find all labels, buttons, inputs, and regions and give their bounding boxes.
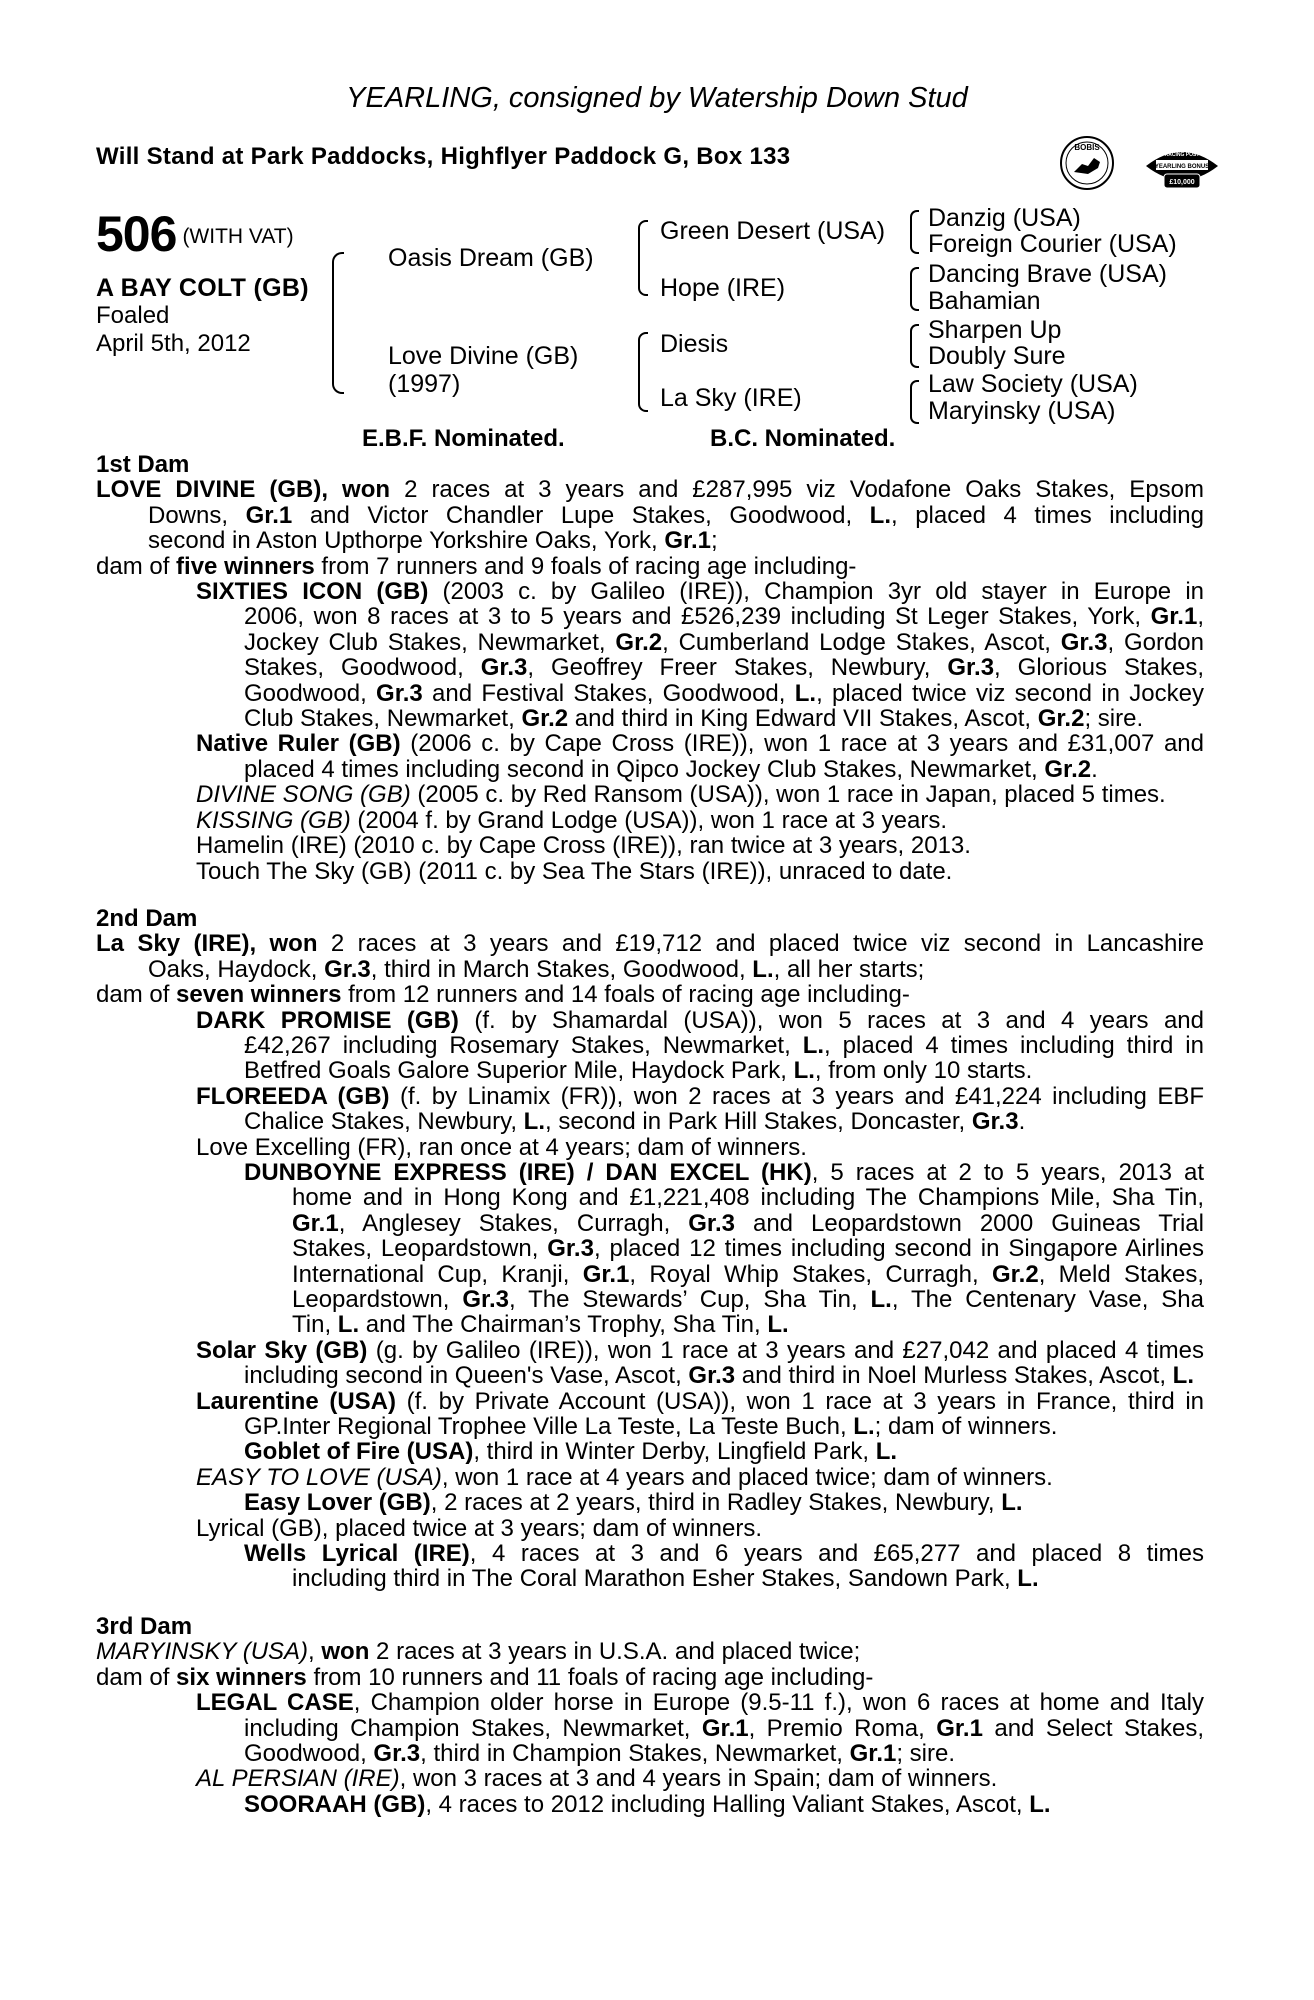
progeny-line: Lyrical (GB), placed twice at 3 years; dam of winners. <box>196 1514 762 1542</box>
horse-name: SIXTIES ICON (GB) <box>196 578 429 606</box>
ebf-nominated: E.B.F. Nominated. <box>362 425 565 452</box>
progeny-line: Tin, L. and The Chairman’s Trophy, Sha Tin, L. <box>292 1311 789 1339</box>
pedigree-sdd: Bahamian <box>928 287 1041 315</box>
horse-name: Solar Sky (GB) <box>196 1336 368 1364</box>
dam-line: dam of five winners from 7 runners and 9 foals of racing age including- <box>96 552 857 580</box>
pedigree-brace <box>910 324 919 368</box>
progeny-line: including third in The Coral Marathon Esher Stakes, Sandown Park, L. <box>292 1565 1039 1593</box>
progeny-line: 2006, won 8 races at 3 to 5 years and £526,239 including St Leger Stakes, York, Gr.1, <box>244 603 1204 631</box>
progeny-line: LEGAL CASE, Champion older horse in Europe (9.5-11 f.), won 6 races at home and Italy <box>196 1689 1204 1717</box>
progeny-line: Touch The Sky (GB) (2011 c. by Sea The Stars (IRE)), unraced to date. <box>196 857 953 885</box>
horse-name: DUNBOYNE EXPRESS (IRE) / DAN EXCEL (HK) <box>244 1158 812 1186</box>
lot-number: 506 <box>96 206 177 262</box>
progeny-line: including second in Queen's Vase, Ascot, Gr.3 and third in Noel Murless Stakes, Ascot, L. <box>244 1362 1194 1390</box>
progeny-line: AL PERSIAN (IRE), won 3 races at 3 and 4 years in Spain; dam of winners. <box>196 1765 998 1793</box>
progeny-line: Goblet of Fire (USA), third in Winter Derby, Lingfield Park, L. <box>244 1438 898 1466</box>
dam-line: second in Aston Upthorpe Yorkshire Oaks, York, Gr.1; <box>148 527 718 555</box>
horse-name: La Sky (IRE), won <box>96 930 318 958</box>
lot-name: A BAY COLT (GB) <box>96 274 309 302</box>
dam-line: Oaks, Haydock, Gr.3, third in March Stakes, Goodwood, L., all her starts; <box>148 955 925 983</box>
section-heading: 1st Dam <box>96 451 190 478</box>
bc-nominated: B.C. Nominated. <box>710 425 896 452</box>
bonus-logo-amount: £10,000 <box>1169 179 1195 186</box>
progeny-line: Hamelin (IRE) (2010 c. by Cape Cross (IRE)), ran twice at 3 years, 2013. <box>196 832 971 860</box>
section-heading: 2nd Dam <box>96 904 198 932</box>
progeny-line: including Champion Stakes, Newmarket, Gr.1, Premio Roma, Gr.1 and Select Stakes, <box>244 1714 1204 1742</box>
progeny-line: Easy Lover (GB), 2 races at 2 years, third in Radley Stakes, Newbury, L. <box>244 1489 1023 1517</box>
pedigree-dam-year: (1997) <box>388 370 461 398</box>
bonus-logo-top: RACING POST <box>1164 152 1200 158</box>
dam-line: La Sky (IRE), won 2 races at 3 years and £19,712 and placed twice viz second in Lancashire <box>96 930 1204 958</box>
pedigree-brace <box>910 380 919 424</box>
progeny-line: Gr.1, Anglesey Stakes, Curragh, Gr.3 and Leopardstown 2000 Guineas Trial <box>292 1209 1204 1237</box>
progeny-line: Goodwood, Gr.3, third in Champion Stakes, Newmarket, Gr.1; sire. <box>244 1739 956 1767</box>
pedigree-brace <box>910 210 919 254</box>
pedigree-dss: Sharpen Up <box>928 316 1062 344</box>
progeny-line: DIVINE SONG (GB) (2005 c. by Red Ransom (USA)), won 1 race in Japan, placed 5 times. <box>196 781 1166 809</box>
horse-name: LOVE DIVINE (GB), won <box>96 476 391 504</box>
progeny-line: Betfred Goals Galore Superior Mile, Haydock Park, L., from only 10 starts. <box>244 1057 1033 1085</box>
pedigree-sss: Danzig (USA) <box>928 204 1081 232</box>
page-title: YEARLING, consigned by Watership Down Stud <box>346 82 968 114</box>
progeny-line: SOORAAH (GB), 4 races to 2012 including Halling Valiant Stakes, Ascot, L. <box>244 1790 1051 1818</box>
pedigree-ddd: Maryinsky (USA) <box>928 397 1116 425</box>
pedigree-dsd: Doubly Sure <box>928 342 1066 370</box>
pedigree-dds: Law Society (USA) <box>928 370 1138 398</box>
pedigree-brace <box>332 252 344 394</box>
pedigree-sire: Oasis Dream (GB) <box>388 244 594 272</box>
progeny-line: Wells Lyrical (IRE), 4 races at 3 and 6 years and £65,277 and placed 8 times <box>244 1540 1204 1568</box>
pedigree-sire-sire: Green Desert (USA) <box>660 217 886 245</box>
pedigree-sire-dam: Hope (IRE) <box>660 274 786 302</box>
bonus-logo-mid: YEARLING BONUS <box>1154 164 1210 170</box>
horse-name: Easy Lover (GB) <box>244 1489 431 1517</box>
dam-line: dam of seven winners from 12 runners and 14 foals of racing age including- <box>96 981 910 1009</box>
horse-name: AL PERSIAN (IRE) <box>196 1765 400 1793</box>
horse-name: DARK PROMISE (GB) <box>196 1006 459 1034</box>
horse-name: FLOREEDA (GB) <box>196 1082 390 1110</box>
progeny-line: £42,267 including Rosemary Stakes, Newmarket, L., placed 4 times including third in <box>244 1031 1204 1059</box>
stand-location: Will Stand at Park Paddocks, Highflyer Paddock G, Box 133 <box>96 143 791 170</box>
progeny-line: EASY TO LOVE (USA), won 1 race at 4 years and placed twice; dam of winners. <box>196 1463 1053 1491</box>
horse-name: Goblet of Fire (USA) <box>244 1438 474 1466</box>
pedigree-brace <box>910 267 919 311</box>
pedigree-ssd: Foreign Courier (USA) <box>928 230 1177 258</box>
progeny-line: GP.Inter Regional Trophee Ville La Teste, La Teste Buch, L.; dam of winners. <box>244 1413 1058 1441</box>
progeny-line: Stakes, Goodwood, Gr.3, Geoffrey Freer Stakes, Newbury, Gr.3, Glorious Stakes, <box>244 654 1205 682</box>
dam-line: Downs, Gr.1 and Victor Chandler Lupe Stakes, Goodwood, L., placed 4 times including <box>148 501 1204 529</box>
progeny-line: Laurentine (USA) (f. by Private Account (USA)), won 1 race at 3 years in France, third in <box>196 1387 1204 1415</box>
progeny-line: Native Ruler (GB) (2006 c. by Cape Cross (IRE)), won 1 race at 3 years and £31,007 and <box>196 730 1205 758</box>
dam-line: LOVE DIVINE (GB), won 2 races at 3 years and £287,995 viz Vodafone Oaks Stakes, Epsom <box>96 476 1205 504</box>
section-heading: 3rd Dam <box>96 1612 193 1640</box>
vat-note: (WITH VAT) <box>182 225 294 248</box>
horse-name: EASY TO LOVE (USA) <box>196 1463 442 1491</box>
progeny-line: DUNBOYNE EXPRESS (IRE) / DAN EXCEL (HK), 5 races at 2 to 5 years, 2013 at <box>244 1158 1204 1186</box>
progeny-line: Goodwood, Gr.3 and Festival Stakes, Goodwood, L., placed twice viz second in Jockey <box>244 679 1204 707</box>
bobis-logo-text: BOBIS <box>1074 143 1100 152</box>
horse-name: Wells Lyrical (IRE) <box>244 1540 470 1568</box>
progeny-line: Love Excelling (FR), ran once at 4 years; dam of winners. <box>196 1133 807 1161</box>
bobis-logo <box>1058 134 1116 192</box>
foaled-date: April 5th, 2012 <box>96 330 251 357</box>
pedigree-brace <box>638 220 648 296</box>
horse-name: DIVINE SONG (GB) <box>196 781 411 809</box>
progeny-line: Stakes, Leopardstown, Gr.3, placed 12 times including second in Singapore Airlines <box>292 1235 1204 1263</box>
catalogue-body <box>96 452 1204 1817</box>
progeny-line: DARK PROMISE (GB) (f. by Shamardal (USA)), won 5 races at 3 and 4 years and <box>196 1006 1204 1034</box>
progeny-line: SIXTIES ICON (GB) (2003 c. by Galileo (IRE)), Champion 3yr old stayer in Europe in <box>196 578 1204 606</box>
pedigree-brace <box>638 332 648 412</box>
lot-number-block <box>96 205 294 263</box>
progeny-line: International Cup, Kranji, Gr.1, Royal Whip Stakes, Curragh, Gr.2, Meld Stakes, <box>292 1260 1204 1288</box>
progeny-line: FLOREEDA (GB) (f. by Linamix (FR)), won 2 races at 3 years and £41,224 including EBF <box>196 1082 1205 1110</box>
horse-name: Native Ruler (GB) <box>196 730 401 758</box>
progeny-line: Leopardstown, Gr.3, The Stewards’ Cup, Sha Tin, L., The Centenary Vase, Sha <box>292 1286 1204 1313</box>
progeny-line: Solar Sky (GB) (g. by Galileo (IRE)), won 1 race at 3 years and £27,042 and placed 4 times <box>196 1336 1205 1364</box>
progeny-line: Club Stakes, Newmarket, Gr.2 and third in King Edward VII Stakes, Ascot, Gr.2; sire. <box>244 705 1144 733</box>
horse-name: KISSING (GB) <box>196 806 351 834</box>
dam-line: MARYINSKY (USA), won 2 races at 3 years in U.S.A. and placed twice; <box>96 1638 861 1666</box>
pedigree-dam: Love Divine (GB) <box>388 342 579 370</box>
progeny-line: placed 4 times including second in Qipco Jockey Club Stakes, Newmarket, Gr.2. <box>244 755 1098 783</box>
horse-name: Laurentine (USA) <box>196 1387 396 1415</box>
horse-name: LEGAL CASE <box>196 1689 354 1717</box>
dam-line: dam of six winners from 10 runners and 11 foals of racing age including- <box>96 1663 874 1691</box>
foaled-label: Foaled <box>96 302 170 329</box>
horse-name: MARYINSKY (USA) <box>96 1638 309 1666</box>
pedigree-dam-dam: La Sky (IRE) <box>660 384 802 412</box>
progeny-line: Chalice Stakes, Newbury, L., second in Park Hill Stakes, Doncaster, Gr.3. <box>244 1108 1026 1136</box>
yearling-bonus-logo <box>1142 140 1222 198</box>
pedigree-dam-sire: Diesis <box>660 330 729 358</box>
progeny-line: Jockey Club Stakes, Newmarket, Gr.2, Cumberland Lodge Stakes, Ascot, Gr.3, Gordon <box>244 628 1205 656</box>
pedigree-sds: Dancing Brave (USA) <box>928 260 1167 288</box>
progeny-line: KISSING (GB) (2004 f. by Grand Lodge (USA)), won 1 race at 3 years. <box>196 806 947 834</box>
progeny-line: home and in Hong Kong and £1,221,408 including The Champions Mile, Sha Tin, <box>292 1184 1204 1212</box>
horse-name: SOORAAH (GB) <box>244 1790 426 1818</box>
